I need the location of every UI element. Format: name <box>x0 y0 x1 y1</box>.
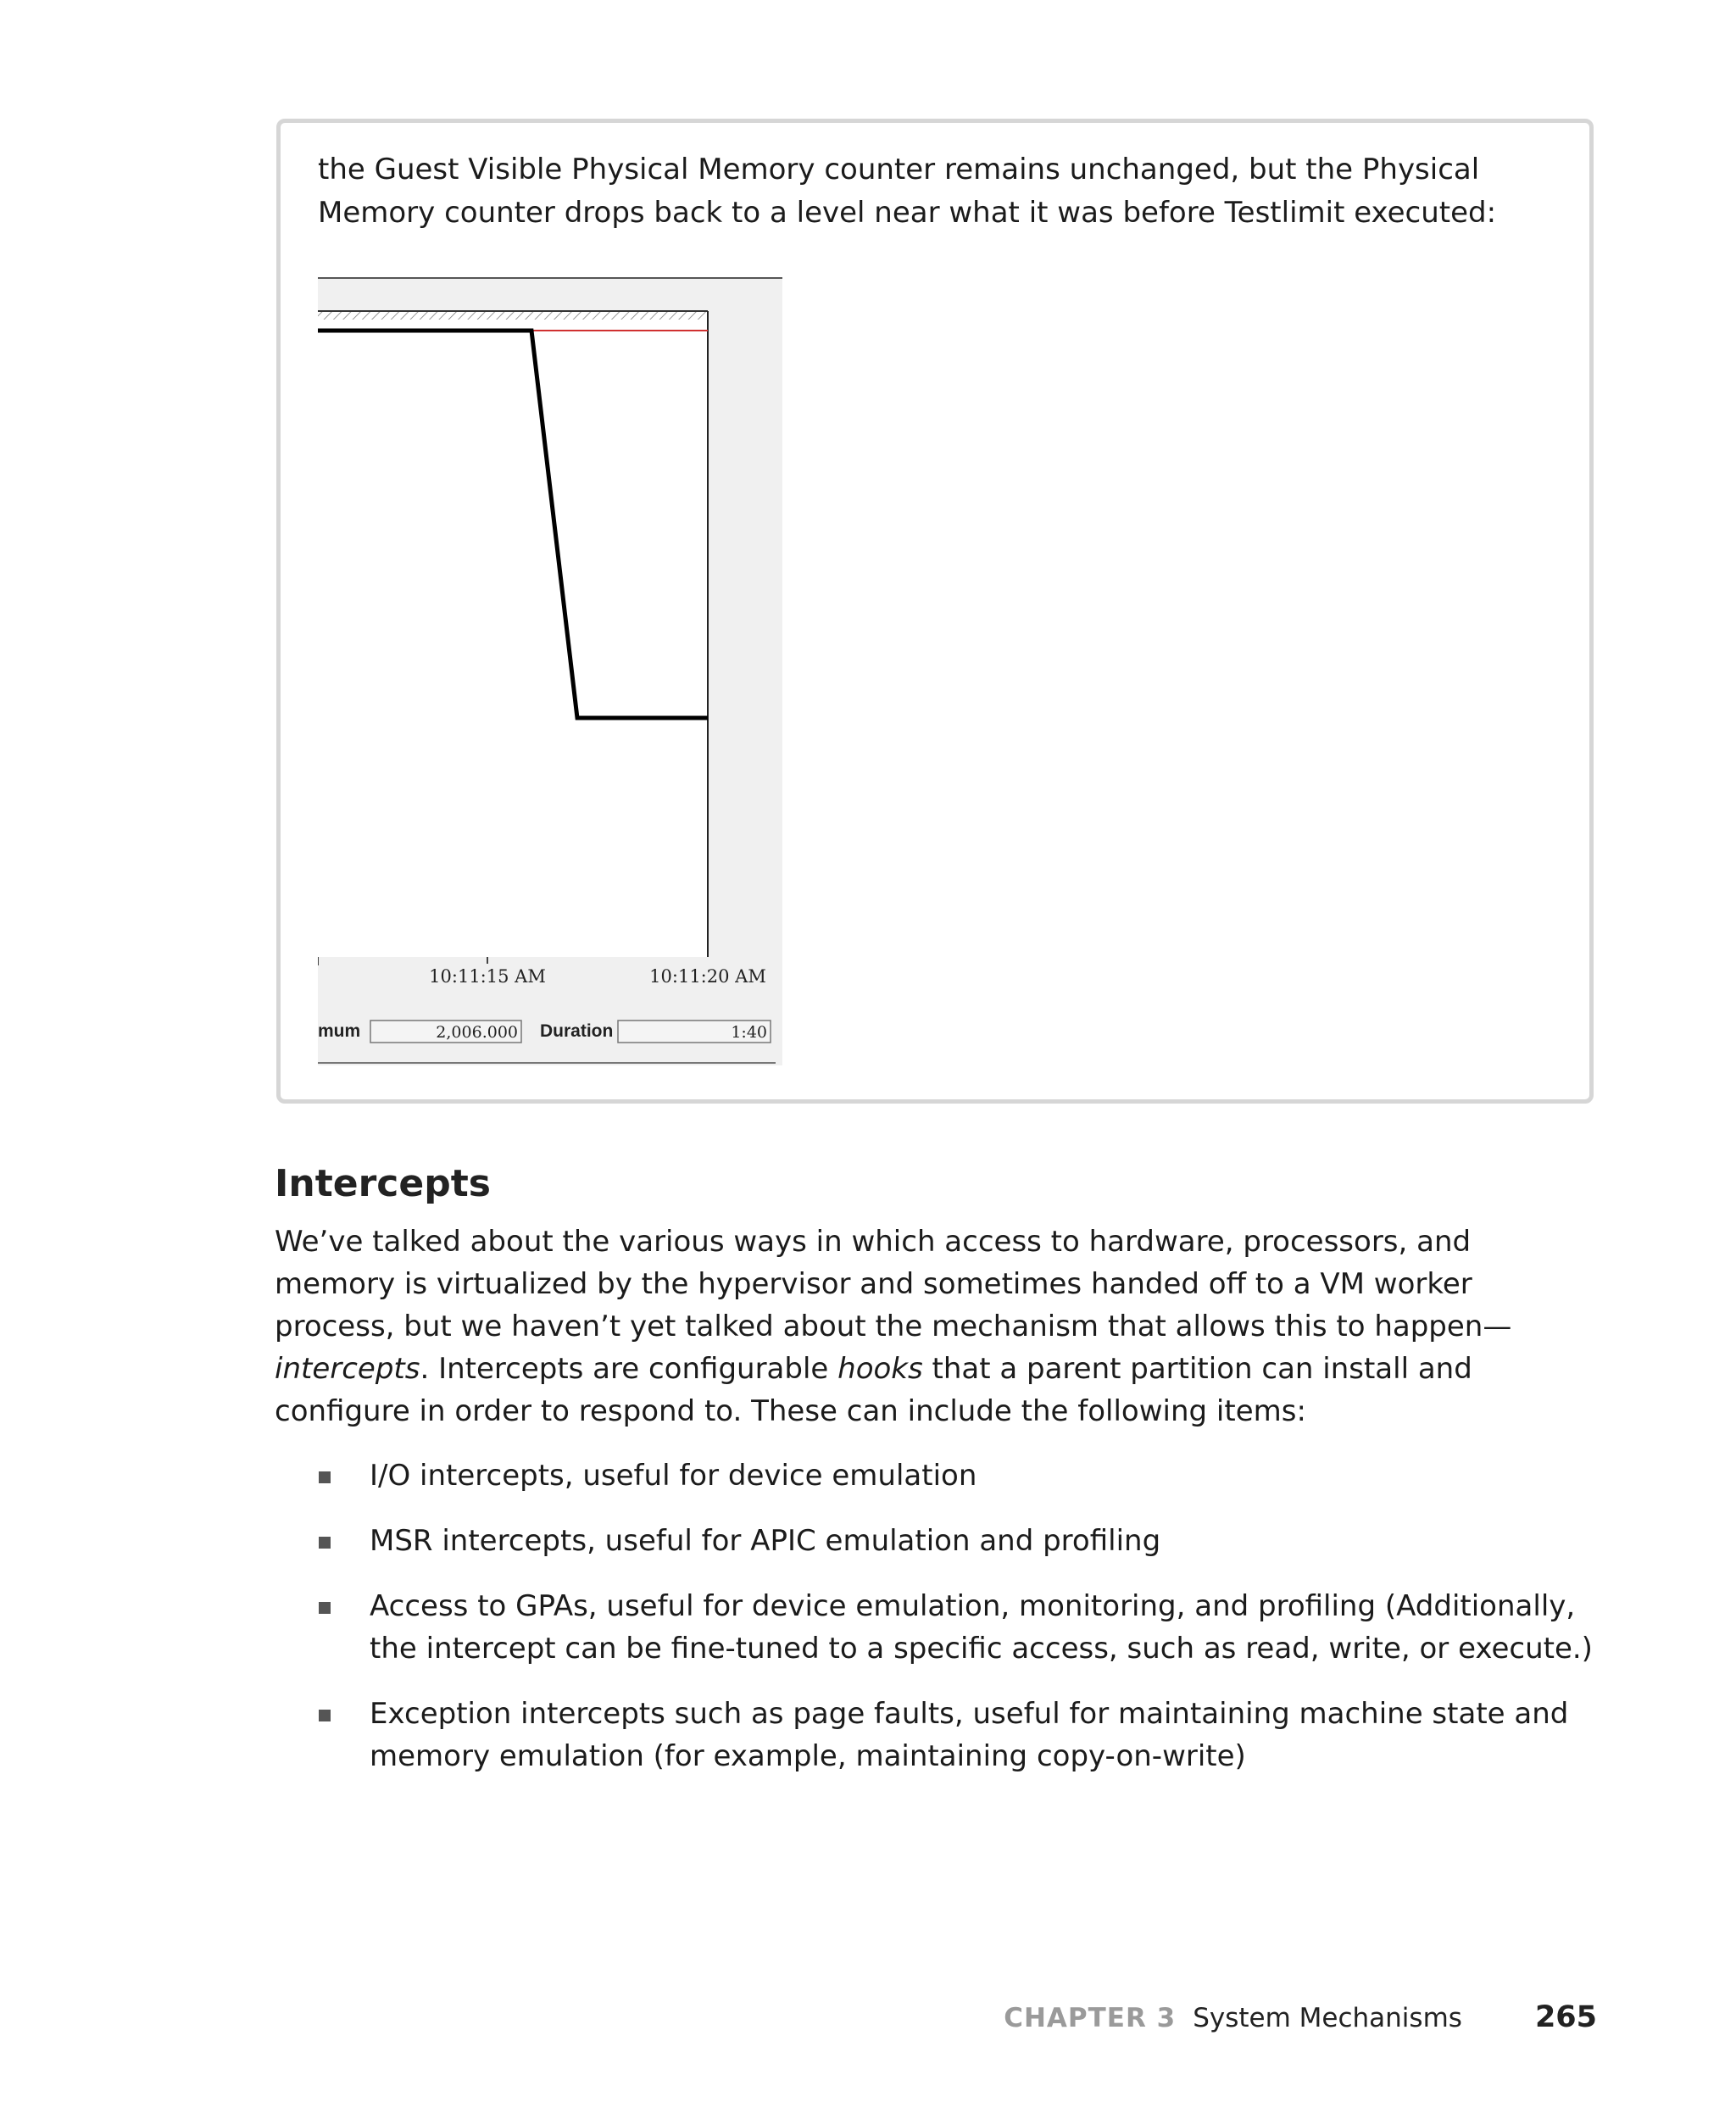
hatched-band <box>318 311 708 320</box>
performance-graph-screenshot <box>318 277 782 1065</box>
para-italic-intercepts: intercepts <box>275 1352 420 1386</box>
footer-chapter: CHAPTER 3 <box>1004 2003 1177 2033</box>
list-item-text: Access to GPAs, useful for device emulation, monitoring, and profiling (Additionally, the intercept can be fine-tuned to a specific access, such as read, write, or execute.) <box>370 1589 1593 1666</box>
maximum-label: mum <box>318 1021 361 1041</box>
para-text-2: . Intercepts are configurable <box>420 1352 838 1386</box>
duration-value: 1:40 <box>731 1023 767 1042</box>
square-bullet-icon <box>319 1537 331 1549</box>
page-number: 265 <box>1534 2000 1597 2034</box>
para-italic-hooks: hooks <box>837 1352 923 1386</box>
intercepts-paragraph <box>275 1221 1597 1432</box>
square-bullet-icon <box>319 1710 331 1721</box>
para-text-1: We’ve talked about the various ways in which access to hardware, processors, and memory is virtualized by the hypervisor and sometimes handed off to a VM worker process, but we haven’t yet talked about the mechanism that allows this to happen— <box>275 1225 1512 1343</box>
list-item <box>275 1585 1597 1670</box>
square-bullet-icon <box>319 1602 331 1614</box>
plot-area <box>318 311 708 957</box>
footer-title: System Mechanisms <box>1193 2003 1462 2033</box>
intercepts-list <box>275 1454 1597 1800</box>
list-item <box>275 1693 1597 1777</box>
sidebar-text: the Guest Visible Physical Memory counter remains unchanged, but the Physical Memory counter drops back to a level near what it was before Testlimit executed: <box>318 153 1497 230</box>
square-bullet-icon <box>319 1471 331 1483</box>
performance-graph <box>318 277 782 1065</box>
para-text-3: that a parent partition can install and configure in order to respond to. These can include the following items: <box>275 1352 1472 1428</box>
duration-label: Duration <box>540 1021 614 1041</box>
section-heading: Intercepts <box>275 1162 491 1205</box>
list-item-text: MSR intercepts, useful for APIC emulation and profiling <box>370 1524 1161 1558</box>
page-footer <box>1004 2000 1597 2034</box>
list-item <box>275 1454 1597 1497</box>
maximum-value: 2,006.000 <box>436 1023 518 1042</box>
list-item <box>275 1520 1597 1562</box>
list-item-text: I/O intercepts, useful for device emulation <box>370 1459 977 1493</box>
tick-label-1020: 10:11:20 AM <box>649 966 766 987</box>
list-item-text: Exception intercepts such as page faults, useful for maintaining machine state and memory emulation (for example, maintaining copy-on-write) <box>370 1697 1569 1773</box>
sidebar-box <box>276 119 1594 1104</box>
tick-label-1015: 10:11:15 AM <box>429 966 546 987</box>
